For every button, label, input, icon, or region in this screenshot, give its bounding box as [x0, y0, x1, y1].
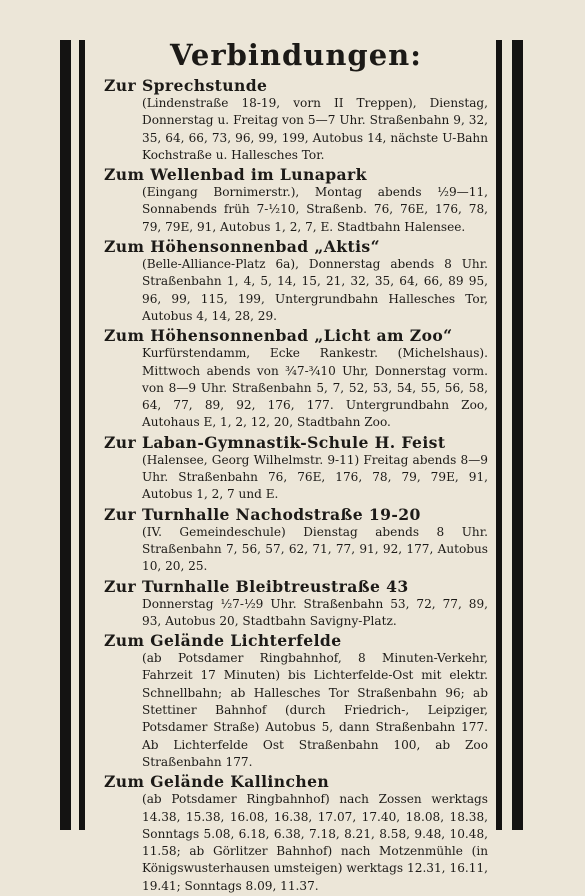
entry-heading: Zum Gelände Lichterfelde	[104, 631, 342, 651]
entry-gelaende-lichterfelde	[104, 631, 488, 771]
entry-heading: Zur Laban-Gymnastik-Schule H. Feist	[104, 432, 446, 452]
entry-aktis	[104, 237, 488, 325]
right-border-bar-outer	[512, 40, 523, 830]
entry-heading: Zur Turnhalle Bleibtreustraße 43	[104, 576, 409, 596]
entry-text: (ab Potsdamer Ringbahnhof) nach Zossen werktags 14.38, 15.38, 16.08, 16.38, 17.07, 17.40, 18.08, 18.38, Sonntags 5.08, 6.18, 6.38, 7.18, 8.21, 8.58, 9.48, 10.48, 11.58; ab Görlitzer Bahnhof) nach Motzenmühle (in Königswusterhausen umsteigen) werktags 12.31, 16.11, 19.41; Sonntags 8.09, 11.37.	[142, 792, 488, 893]
entry-text: (Lindenstraße 18-19, vorn II Treppen), Dienstag, Donnerstag u. Freitag von 5—7 Uhr. Straßenbahn 9, 32, 35, 64, 66, 73, 96, 99, 199, Autobus 14, nächste U-Bahn Kochstraße u. Hallesches Tor.	[142, 96, 488, 162]
connections-list	[104, 38, 488, 896]
entry-heading: Zur Sprechstunde	[104, 76, 268, 95]
left-border-bar-inner	[79, 40, 85, 830]
entry-text: (Eingang Bornimerstr.), Montag abends ½9—11, Sonnabends früh 7-½10, Straßenb. 76, 76E, 176, 78, 79, 79E, 91, Autobus 1, 2, 7, E. Stadtbahn Halensee.	[142, 185, 488, 234]
entry-heading: Zum Höhensonnenbad „Licht am Zoo“	[104, 326, 453, 346]
entry-text: Kurfürstendamm, Ecke Rankestr. (Michelshaus). Mittwoch abends von ¾7-¾10 Uhr, Donnerstag vorm. von 8—9 Uhr. Straßenbahn 5, 7, 52, 53, 54, 55, 56, 58, 64, 77, 89, 92, 176, 177. Untergrundbahn Zoo, Autohaus E, 1, 2, 12, 20, Stadtbahn Zoo.	[142, 346, 488, 430]
right-border-bar-inner	[496, 40, 502, 830]
entry-turnhalle-nachodstrasse	[104, 505, 488, 576]
entry-heading: Zum Höhensonnenbad „Aktis“	[104, 237, 380, 257]
entry-text: (IV. Gemeindeschule) Dienstag abends 8 Uhr. Straßenbahn 7, 56, 57, 62, 71, 77, 91, 92, 177, Autobus 10, 20, 25.	[142, 524, 488, 574]
entry-text: (Halensee, Georg Wilhelmstr. 9-11) Freitag abends 8—9 Uhr. Straßenbahn 76, 76E, 176, 78, 79, 79E, 91, Autobus 1, 2, 7 und E.	[142, 452, 488, 502]
entry-gelaende-kallinchen	[104, 772, 488, 895]
entry-heading: Zum Gelände Kallinchen	[104, 772, 330, 792]
left-border-bar-outer	[60, 40, 71, 830]
entry-turnhalle-bleibtreustrasse	[104, 577, 488, 631]
page-title: Verbindungen:	[170, 38, 422, 72]
entry-text: (Belle-Alliance-Platz 6a), Donnerstag abends 8 Uhr. Straßenbahn 1, 4, 5, 14, 15, 21, 32, 35, 64, 66, 89 95, 96, 99, 115, 199, Untergrundbahn Hallesches Tor, Autobus 4, 14, 28, 29.	[142, 257, 488, 323]
entry-laban-schule	[104, 433, 488, 504]
entry-text: Donnerstag ½7-½9 Uhr. Straßenbahn 53, 72, 77, 89, 93, Autobus 20, Stadtbahn Savigny-Platz.	[142, 596, 488, 628]
entry-heading: Zur Turnhalle Nachodstraße 19-20	[104, 504, 421, 524]
entry-heading: Zum Wellenbad im Lunapark	[104, 165, 367, 185]
entry-sprechstunde	[104, 76, 488, 164]
entry-wellenbad	[104, 165, 488, 236]
entry-text: (ab Potsdamer Ringbahnhof, 8 Minuten-Verkehr, Fahrzeit 17 Minuten) bis Lichterfelde-Ost mit elektr. Schnellbahn; ab Hallesches Tor Straßenbahn 96; ab Stettiner Bahnhof (durch Friedrich-, Leipziger, Potsdamer Straße) Autobus 5, dann Straßenbahn 177. Ab Lichterfelde Ost Straßenbahn 100, ab Zoo Straßenbahn 177.	[142, 651, 488, 769]
entry-licht-am-zoo	[104, 326, 488, 431]
